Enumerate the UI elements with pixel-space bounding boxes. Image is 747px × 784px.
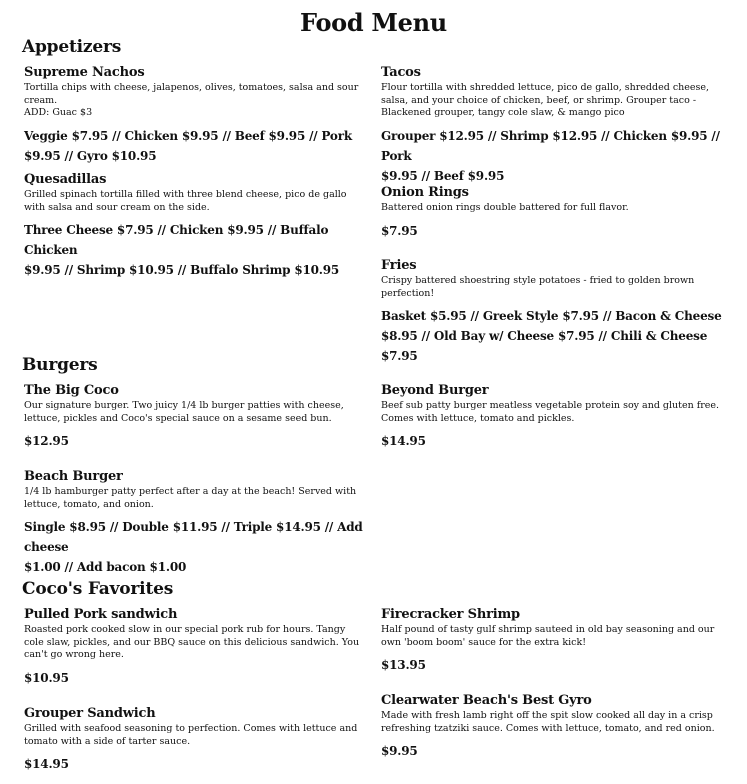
menu-item-pulled-pork	[24, 607, 364, 688]
item-prices	[24, 126, 364, 166]
item-prices	[24, 517, 364, 577]
item-description: Beef sub patty burger meatless vegetable protein soy and gluten free. Comes with lettuce, tomato and pickles.	[381, 400, 720, 424]
menu-item-grouper-sandwich	[24, 706, 364, 774]
price-line: $10.95	[24, 670, 69, 685]
price-line: $9.95 // Shrimp $10.95 // Buffalo Shrimp $10.95	[24, 263, 340, 277]
page-title: Food Menu	[300, 8, 447, 37]
price-line: Basket $5.95 // Greek Style $7.95 // Bacon & Cheese	[381, 309, 722, 323]
item-description: Battered onion rings double battered for full flavor.	[381, 202, 629, 213]
price-line: Three Cheese $7.95 // Chicken $9.95 // Buffalo Chicken	[24, 223, 329, 257]
item-prices	[381, 126, 726, 186]
menu-item-quesadillas	[24, 172, 364, 280]
section-heading-cocos-favorites: Coco's Favorites	[22, 579, 174, 599]
price-line: $12.95	[24, 434, 69, 448]
price-line: $14.95	[381, 434, 426, 448]
item-description: Grilled spinach tortilla filled with three blend cheese, pico de gallo with salsa and sour cream on the side.	[24, 189, 347, 213]
item-name: Pulled Pork sandwich	[24, 607, 178, 622]
item-prices	[381, 221, 726, 241]
price-line: $13.95	[381, 658, 426, 672]
menu-item-beyond-burger	[381, 383, 726, 451]
item-description: Made with fresh lamb right off the spit slow cooked all day in a crisp refreshing tzatziki sauce. Comes with lettuce, tomato, and red onion.	[381, 710, 715, 734]
item-name: Onion Rings	[381, 185, 469, 200]
item-description: Our signature burger. Two juicy 1/4 lb burger patties with cheese, lettuce, pickles and Coco's special sauce on a sesame seed bun.	[24, 400, 344, 424]
item-description: Roasted pork cooked slow in our special pork rub for hours. Tangy cole slaw, pickles, and our BBQ sauce on this delicious sandwich. You can't go wrong here.	[24, 624, 360, 660]
menu-item-beach-burger	[24, 469, 364, 577]
item-prices	[381, 655, 726, 675]
menu-item-tacos	[381, 65, 726, 186]
item-prices	[24, 220, 364, 280]
price-line: $8.95 // Old Bay w/ Cheese $7.95 // Chili & Cheese $7.95	[381, 329, 708, 363]
price-line: $9.95 // Beef $9.95	[381, 168, 505, 183]
section-heading-appetizers: Appetizers	[22, 37, 122, 57]
item-name: Fries	[381, 258, 417, 273]
item-description: Tortilla chips with cheese, jalapenos, olives, tomatoes, salsa and sour cream.	[24, 82, 359, 106]
item-name: Clearwater Beach's Best Gyro	[381, 693, 592, 708]
item-name: Grouper Sandwich	[24, 706, 156, 721]
item-name: Tacos	[381, 65, 421, 80]
item-prices	[381, 431, 726, 451]
item-description: Half pound of tasty gulf shrimp sauteed in old bay seasoning and our own 'boom boom' sauce for the extra kick!	[381, 624, 715, 648]
item-prices	[381, 741, 726, 761]
item-name: Supreme Nachos	[24, 65, 145, 80]
menu-item-big-coco	[24, 383, 364, 451]
item-description: Crispy battered shoestring style potatoes - fried to golden brown perfection!	[381, 275, 695, 299]
item-prices	[381, 306, 726, 366]
price-line: $7.95	[381, 223, 418, 238]
item-name: The Big Coco	[24, 383, 119, 398]
menu-item-onion-rings	[381, 185, 726, 241]
menu-item-firecracker-shrimp	[381, 607, 726, 675]
item-addon: ADD: Guac $3	[24, 107, 93, 118]
item-prices	[24, 431, 364, 451]
price-line: $14.95	[24, 757, 69, 771]
item-name: Quesadillas	[24, 172, 107, 187]
price-line: Veggie $7.95 // Chicken $9.95 // Beef $9.95 // Pork	[24, 128, 352, 143]
item-prices	[24, 754, 364, 774]
price-line: $1.00 // Add bacon $1.00	[24, 560, 187, 574]
item-prices	[24, 668, 364, 688]
item-description: Grilled with seafood seasoning to perfection. Comes with lettuce and tomato with a side of tarter sauce.	[24, 723, 358, 747]
price-line: $9.95 // Gyro $10.95	[24, 148, 157, 163]
price-line: Grouper $12.95 // Shrimp $12.95 // Chicken $9.95 // Pork	[381, 128, 720, 163]
price-line: $9.95	[381, 744, 418, 758]
item-name: Firecracker Shrimp	[381, 607, 520, 622]
menu-item-supreme-nachos	[24, 65, 364, 166]
section-heading-burgers: Burgers	[22, 355, 98, 375]
item-name: Beyond Burger	[381, 383, 489, 398]
item-description: 1/4 lb hamburger patty perfect after a day at the beach! Served with lettuce, tomato, and onion.	[24, 486, 357, 510]
menu-item-best-gyro	[381, 693, 726, 761]
item-name: Beach Burger	[24, 469, 123, 484]
menu-item-fries	[381, 258, 726, 366]
price-line: Single $8.95 // Double $11.95 // Triple $14.95 // Add cheese	[24, 520, 363, 554]
item-description: Flour tortilla with shredded lettuce, pico de gallo, shredded cheese, salsa, and your choice of chicken, beef, or shrimp. Grouper taco - Blackened grouper, tangy cole slaw, & mango pico	[381, 82, 710, 118]
